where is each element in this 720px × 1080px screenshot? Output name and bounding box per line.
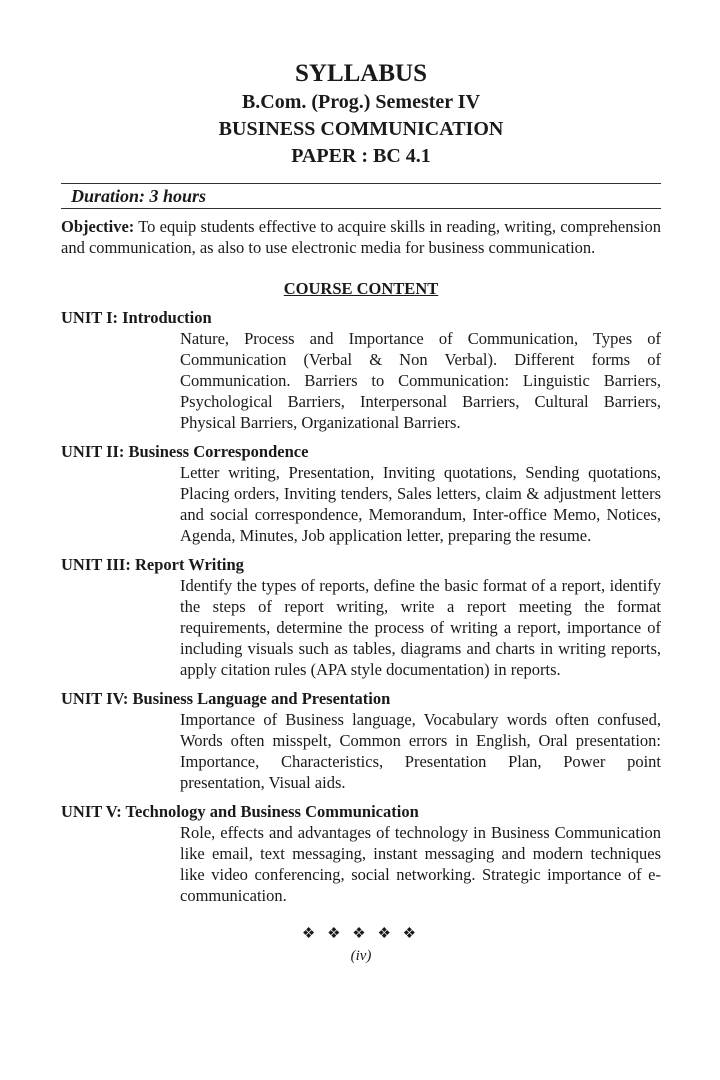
unit-title: UNIT III: Report Writing <box>61 555 244 574</box>
objective-paragraph <box>61 216 661 258</box>
subject-name: BUSINESS COMMUNICATION <box>218 118 504 140</box>
ornament-divider: ❖ ❖ ❖ ❖ ❖ <box>301 926 421 942</box>
bottom-divider <box>61 208 661 209</box>
unit-body: Importance of Business language, Vocabulary words often confused, Words often misspelt, Common errors in English, Oral presentation: Importance, Characteristics, Presentation Plan, Power point presentation, Visual aids. <box>180 710 661 792</box>
unit-body: Nature, Process and Importance of Communication, Types of Communication (Verbal & Non Verbal). Different forms of Communication. Barriers to Communication: Linguistic Barriers, Psychological Barriers, Interpersonal Barriers, Cultural Barriers, Physical Barriers, Organizational Barriers. <box>180 329 661 432</box>
course-content-heading: COURSE CONTENT <box>283 279 439 298</box>
objective-text: To equip students effective to acquire skills in reading, writing, comprehension and communication, as also to use electronic media for business communication. <box>61 217 661 257</box>
page-number: (iv) <box>350 948 372 964</box>
page-title: SYLLABUS <box>295 60 427 87</box>
objective-label: Objective: <box>61 217 135 236</box>
paper-code: PAPER : BC 4.1 <box>291 145 431 167</box>
unit-body: Letter writing, Presentation, Inviting quotations, Sending quotations, Placing orders, Inviting tenders, Sales letters, claim & adjustment letters and social correspondence, Memorandum, Inter-office Memo, Notices, Agenda, Minutes, Job application letter, preparing the resume. <box>180 463 661 545</box>
unit-title: UNIT V: Technology and Business Communication <box>61 802 419 821</box>
duration-text: Duration: 3 hours <box>71 186 207 206</box>
unit-section <box>61 307 661 433</box>
unit-body: Identify the types of reports, define the basic format of a report, identify the steps of report writing, write a report meeting the format requirements, determine the process of writing a report, importance of including visuals such as tables, diagrams and charts in writing reports, apply citation rules (APA style documentation) in reports. <box>180 576 661 679</box>
unit-section <box>61 688 661 793</box>
unit-title: UNIT I: Introduction <box>61 308 212 327</box>
unit-title: UNIT IV: Business Language and Presentation <box>61 689 391 708</box>
unit-section <box>61 554 661 680</box>
unit-section <box>61 801 661 906</box>
unit-title: UNIT II: Business Correspondence <box>61 442 309 461</box>
course-name: B.Com. (Prog.) Semester IV <box>241 91 481 113</box>
syllabus-page <box>61 58 661 966</box>
unit-body: Role, effects and advantages of technology in Business Communication like email, text messaging, instant messaging and modern techniques like video conferencing, social networking. Strategic importance of e-communication. <box>180 823 661 905</box>
unit-section <box>61 441 661 546</box>
